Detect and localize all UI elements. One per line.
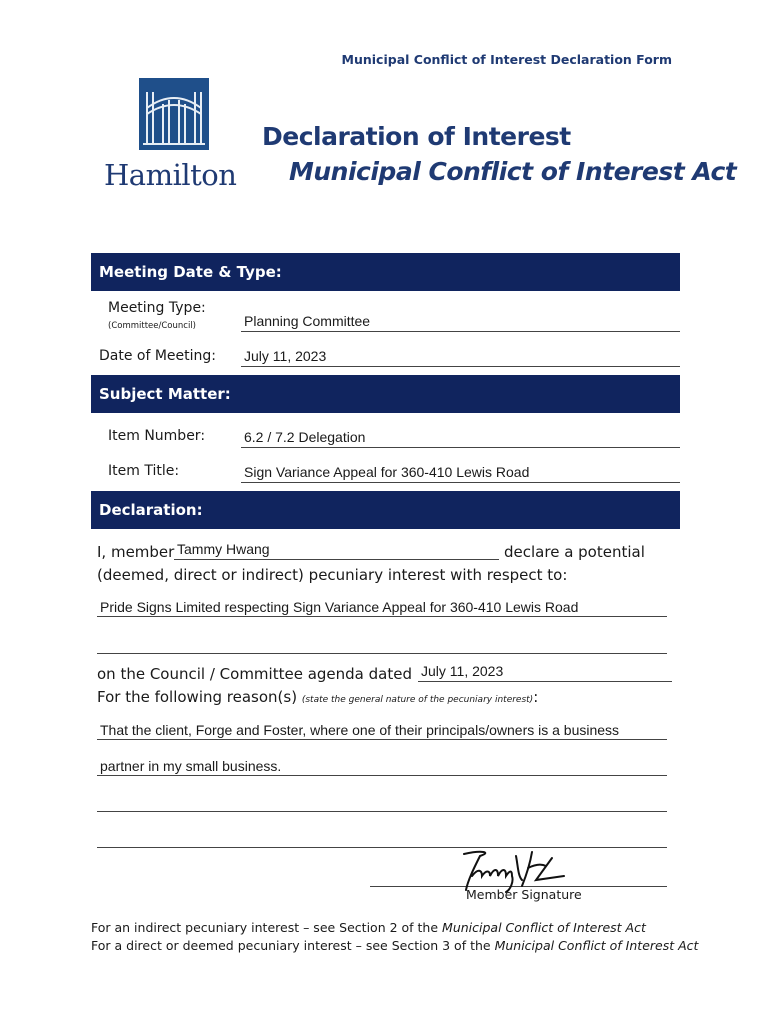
meeting-date-label: Date of Meeting:	[99, 348, 217, 364]
meeting-type-field[interactable]: Planning Committee	[241, 312, 680, 332]
reason-hint: (state the general nature of the pecuniary interest)	[301, 695, 534, 705]
respect-line-2[interactable]	[97, 634, 667, 654]
agenda-date-field[interactable]: July 11, 2023	[418, 662, 672, 682]
footer-line-1-act: Municipal Conflict of Interest Act	[442, 920, 646, 935]
reason-colon: :	[533, 688, 539, 706]
item-title-field[interactable]: Sign Variance Appeal for 360-410 Lewis Road	[241, 463, 680, 483]
footer-line-1	[91, 920, 646, 935]
agenda-prefix: on the Council / Committee agenda dated	[97, 665, 412, 683]
hamilton-logo	[104, 78, 240, 194]
item-title-label: Item Title:	[108, 463, 180, 479]
item-number-field[interactable]: 6.2 / 7.2 Delegation	[241, 428, 680, 448]
signature-label: Member Signature	[466, 887, 582, 902]
reason-prefix: For the following reason(s)	[97, 688, 298, 706]
declaration-line2: (deemed, direct or indirect) pecuniary interest with respect to:	[97, 566, 568, 584]
meeting-type-label: Meeting Type:	[108, 300, 206, 316]
form-header-title: Municipal Conflict of Interest Declaration Form	[341, 52, 672, 67]
logo-wordmark: Hamilton	[104, 158, 237, 192]
item-number-label: Item Number:	[108, 428, 206, 444]
member-suffix: declare a potential	[504, 543, 645, 561]
section-subject-heading: Subject Matter:	[91, 375, 680, 413]
member-name-field[interactable]: Tammy Hwang	[174, 540, 499, 560]
section-meeting-heading: Meeting Date & Type:	[91, 253, 680, 291]
meeting-type-hint: (Committee/Council)	[108, 321, 196, 331]
page-title: Declaration of Interest	[262, 122, 571, 151]
reason-line-2[interactable]: partner in my small business.	[97, 756, 667, 776]
page-subtitle: Municipal Conflict of Interest Act	[289, 157, 737, 186]
footer-line-1-prefix: For an indirect pecuniary interest – see Section 2 of the	[91, 920, 439, 935]
respect-line-1[interactable]: Pride Signs Limited respecting Sign Variance Appeal for 360-410 Lewis Road	[97, 597, 667, 617]
footer-line-2-prefix: For a direct or deemed pecuniary interest – see Section 3 of the	[91, 938, 491, 953]
section-declaration-heading: Declaration:	[91, 491, 680, 529]
footer-line-2-act: Municipal Conflict of Interest Act	[494, 938, 699, 953]
footer-line-2	[91, 938, 698, 953]
reason-label	[97, 688, 538, 706]
hamilton-logo-mark-icon	[139, 78, 209, 150]
member-prefix: I, member	[97, 543, 175, 561]
meeting-date-field[interactable]: July 11, 2023	[241, 347, 680, 367]
reason-line-1[interactable]: That the client, Forge and Foster, where one of their principals/owners is a business	[97, 720, 667, 740]
reason-line-4[interactable]	[97, 828, 667, 848]
signature-field[interactable]	[370, 866, 667, 887]
reason-line-3[interactable]	[97, 792, 667, 812]
